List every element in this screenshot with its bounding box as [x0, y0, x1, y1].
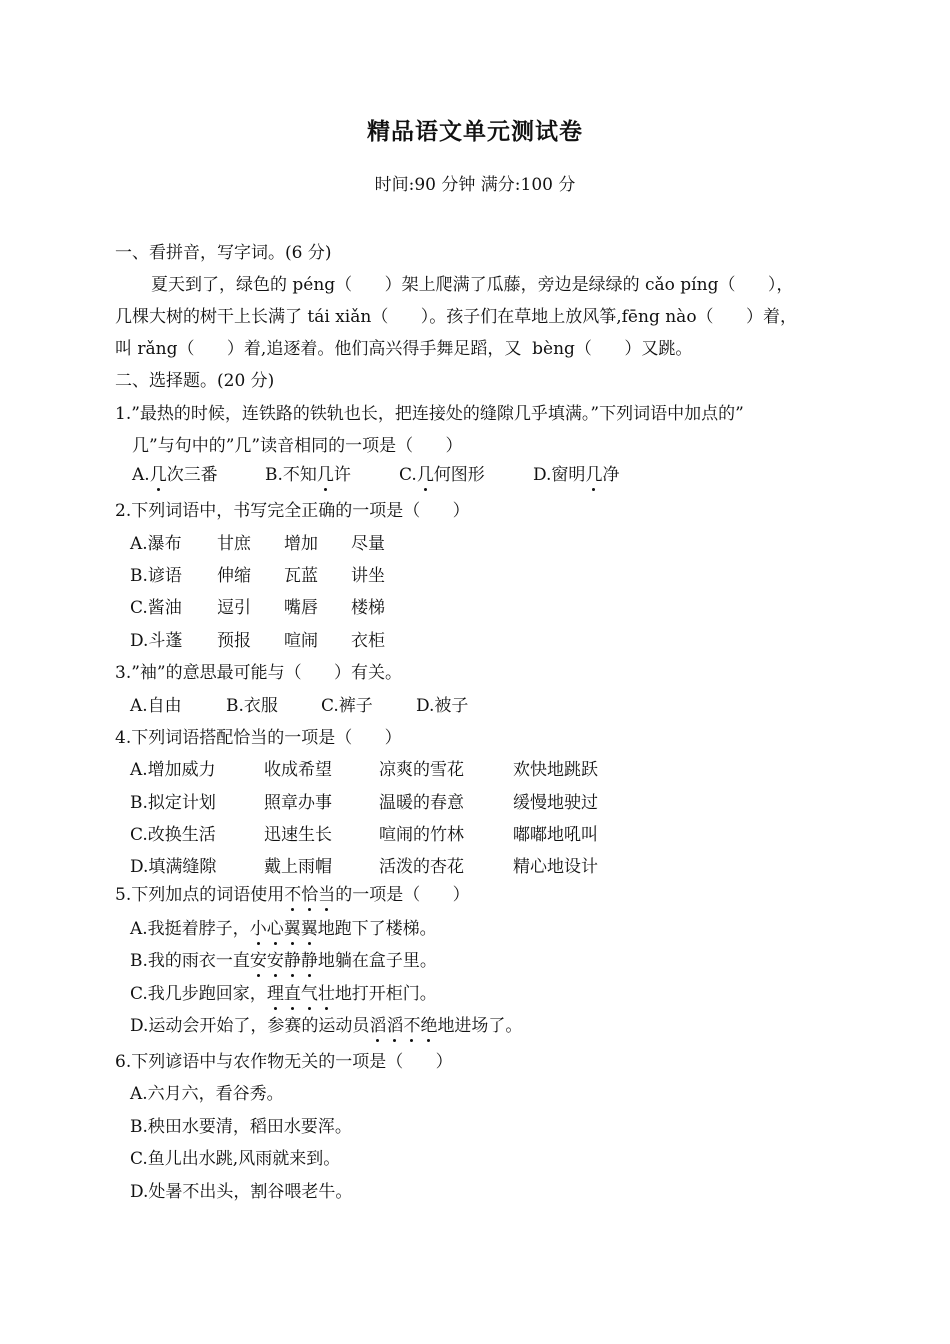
q2-word: B.谚语 — [130, 566, 182, 586]
q1-option-d: D.窗明几净 — [533, 465, 620, 485]
q4-phrase: B.拟定计划 — [130, 793, 216, 813]
q2-word: C.酱油 — [130, 598, 182, 618]
section1-line-1: 夏天到了，绿色的 péng（ ）架上爬满了瓜藤，旁边是绿绿的 cǎo píng（ ）， — [151, 275, 794, 295]
q5-stem: 5.下列加点的词语使用不恰当的一项是（ ） — [115, 885, 470, 905]
q4-row-c — [130, 823, 650, 847]
q3-options — [130, 694, 530, 718]
q3-stem: 3.”袖”的意思最可能与（ ）有关。 — [115, 663, 403, 683]
q1-option-c: C.几何图形 — [399, 465, 485, 485]
q5-option-a: A.我挺着脖子，小心翼翼地跑下了楼梯。 — [130, 919, 437, 939]
section1-line-2: 几棵大树的树干上长满了 tái xiǎn（ ）。孩子们在草地上放风筝,fēng nào（ ）着， — [115, 307, 797, 327]
q4-phrase: 精心地设计 — [513, 857, 598, 877]
q4-phrase: 嘟嘟地吼叫 — [513, 825, 598, 845]
q2-word: 喧闹 — [284, 631, 318, 651]
q6-option-d: D.处暑不出头，割谷喂老牛。 — [130, 1182, 353, 1202]
page-title: 精品语文单元测试卷 — [367, 119, 583, 145]
q2-word: 嘴唇 — [284, 598, 318, 618]
q1-option-a: A.几次三番 — [132, 465, 218, 485]
q2-word: 讲坐 — [351, 566, 385, 586]
q4-phrase: 戴上雨帽 — [264, 857, 332, 877]
q2-word: D.斗蓬 — [130, 631, 183, 651]
q1-options — [132, 463, 732, 487]
q4-phrase: D.填满缝隙 — [130, 857, 217, 877]
q4-phrase: 凉爽的雪花 — [379, 760, 464, 780]
q4-phrase: 缓慢地驶过 — [513, 793, 598, 813]
q5-option-c: C.我几步跑回家，理直气壮地打开柜门。 — [130, 984, 437, 1004]
section1-line-3: 叫 rǎng（ ）着,追逐着。他们高兴得手舞足蹈，又 bèng（ ）又跳。 — [115, 339, 693, 359]
q1-stem-line-1: 1.”最热的时候，连铁路的铁轨也长，把连接处的缝隙几乎填满。”下列词语中加点的” — [115, 404, 744, 424]
q2-word: 尽量 — [351, 534, 385, 554]
q4-stem: 4.下列词语搭配恰当的一项是（ ） — [115, 728, 402, 748]
q2-word: 增加 — [284, 534, 318, 554]
q4-phrase: 活泼的杏花 — [379, 857, 464, 877]
q2-row-b — [130, 564, 530, 588]
section2-heading: 二、选择题。(20 分) — [115, 371, 275, 391]
q4-phrase: 温暖的春意 — [379, 793, 464, 813]
q4-phrase: 迅速生长 — [264, 825, 332, 845]
q4-phrase: C.改换生活 — [130, 825, 216, 845]
q2-word: 甘庶 — [217, 534, 251, 554]
q4-phrase: 喧闹的竹林 — [379, 825, 464, 845]
q3-option-a: A.自由 — [130, 696, 182, 716]
q2-word: 逗引 — [217, 598, 251, 618]
q3-option-d: D.被子 — [416, 696, 469, 716]
q2-word: 楼梯 — [351, 598, 385, 618]
q2-word: 伸缩 — [217, 566, 251, 586]
q4-phrase: 欢快地跳跃 — [513, 760, 598, 780]
q5-option-b: B.我的雨衣一直安安静静地躺在盒子里。 — [130, 951, 437, 971]
q6-option-a: A.六月六，看谷秀。 — [130, 1084, 284, 1104]
q3-option-b: B.衣服 — [226, 696, 278, 716]
q2-word: 衣柜 — [351, 631, 385, 651]
q2-row-d — [130, 629, 530, 653]
q4-phrase: 照章办事 — [264, 793, 332, 813]
q4-row-d — [130, 855, 650, 879]
q4-row-a — [130, 758, 650, 782]
q2-word: 瓦蓝 — [284, 566, 318, 586]
q2-word: A.瀑布 — [130, 534, 182, 554]
q5-option-d: D.运动会开始了，参赛的运动员滔滔不绝地进场了。 — [130, 1016, 523, 1036]
exam-time-score: 时间:90 分钟 满分:100 分 — [374, 175, 576, 195]
q6-stem: 6.下列谚语中与农作物无关的一项是（ ） — [115, 1052, 453, 1072]
q6-option-c: C.鱼儿出水跳,风雨就来到。 — [130, 1149, 341, 1169]
q4-phrase: A.增加威力 — [130, 760, 216, 780]
q4-row-b — [130, 791, 650, 815]
q4-phrase: 收成希望 — [264, 760, 332, 780]
q2-row-c — [130, 596, 530, 620]
q2-word: 预报 — [217, 631, 251, 651]
q2-row-a — [130, 532, 530, 556]
section1-heading: 一、看拼音，写字词。(6 分) — [115, 243, 332, 263]
q1-option-b: B.不知几许 — [265, 465, 351, 485]
q6-option-b: B.秧田水要清，稻田水要浑。 — [130, 1117, 352, 1137]
q1-stem-line-2: 几”与句中的”几”读音相同的一项是（ ） — [132, 436, 463, 456]
q3-option-c: C.裤子 — [321, 696, 373, 716]
q2-stem: 2.下列词语中，书写完全正确的一项是（ ） — [115, 501, 470, 521]
